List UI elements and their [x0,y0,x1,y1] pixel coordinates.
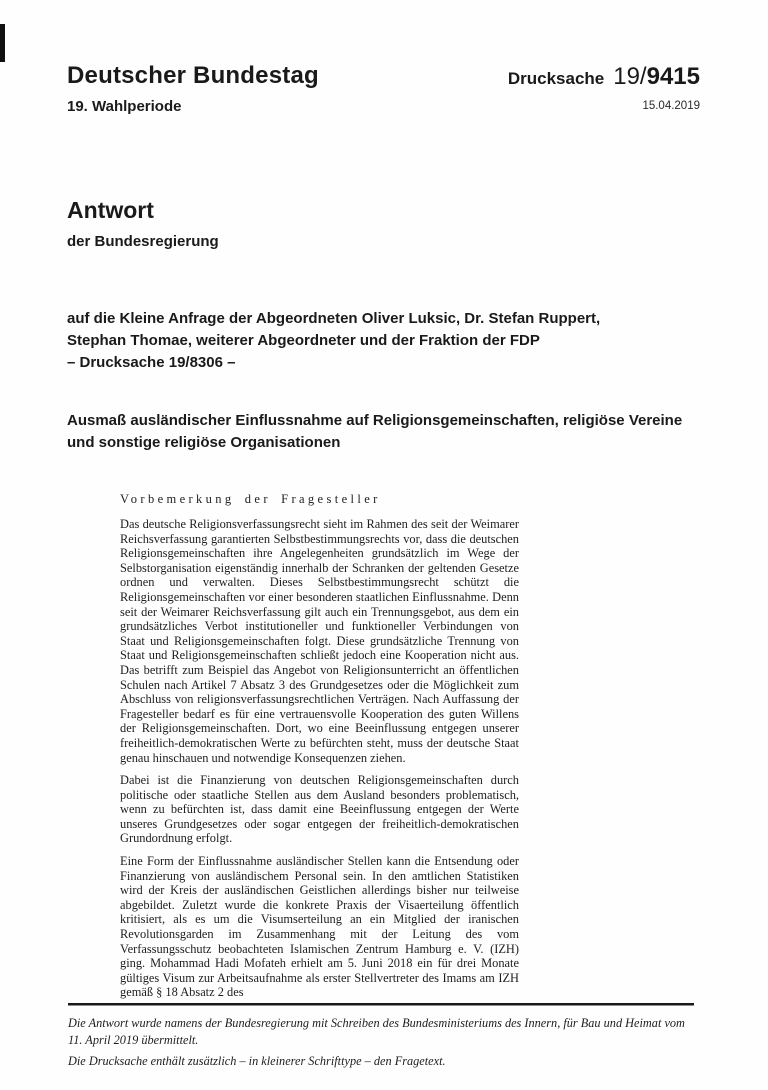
footer-divider [68,1003,694,1006]
scan-artifact-mark [0,24,5,62]
footer-note: Die Antwort wurde namens der Bundesregierung mit Schreiben des Bundesministeriums des Innern, für Bau und Heimat vom 11. April 2019 übermittelt. [68,1016,685,1047]
document-number-prefix: 19/ [613,63,647,90]
masthead-right [508,63,700,112]
drucksache-line [508,63,700,91]
institution-title: Deutscher Bundestag [67,62,319,89]
body-paragraph: Das deutsche Religionsverfassungsrecht sieht im Rahmen des seit der Weimarer Reichsverfassung garantierten Selbstbestimmungsrechts vor, dass die deutschen Religionsgemeinschaften ihre Angelegenheiten grundsätzlich im Wege der Selbstorganisation eigenständig innerhalb der Schranken der geltenden Gesetze ordnen und verwalten. Dieses Selbstbestimmungsrecht schützt die Religionsgemeinschaften vor einer besonderen staatlichen Einflussnahme. Denn seit der Weimarer Reichsverfassung gilt auch ein Trennungsgebot, aus dem ein grundsätzliches Verbot institutioneller und funktioneller Verbindungen von Staat und Religionsgemeinschaften folgt. Diese grundsätzliche Trennung von Staat und Religionsgemeinschaften schließt jedoch eine Kooperation nicht aus. Das betrifft zum Beispiel das Angebot von Religionsunterricht an öffentlichen Schulen nach Artikel 7 Absatz 3 des Grundgesetzes oder die Möglichkeit zum Abschluss von religionsverfassungsrechtlichen Verträgen. Nach Auffassung der Fragesteller bedarf es für eine vertrauensvolle Kooperation des guten Willens der Religionsgemeinschaften. Dort, wo eine Beeinflussung entgegen unserer freiheitlich-demokratischen Werte zu befürchten steht, muss der deutsche Staat genau hinschauen und notwendige Konsequenzen ziehen. [120,517,519,765]
drucksache-label: Drucksache [507,69,605,88]
document-number [613,63,700,91]
request-reference [67,308,707,374]
document-number-main: 9415 [646,63,700,90]
section-heading: Vorbemerkung der Fragesteller [120,492,381,506]
request-line: – Drucksache 19/8306 – [67,354,236,371]
document-date: 15.04.2019 [642,100,700,112]
body-paragraph: Dabei ist die Finanzierung von deutschen Religionsgemeinschaften durch politische oder staatliche Stellen aus dem Ausland besonders problematisch, wenn zu befürchten ist, dass damit eine Beeinflussung entgegen der Werte unseres Grundgesetzes oder sogar entgegen der freiheitlich-demokratischen Grundordnung erfolgt. [120,773,519,846]
body-paragraph: Eine Form der Einflussnahme ausländischer Stellen kann die Entsendung oder Finanzierung von ausländischem Personal sein. In den amtlichen Statistiken wird der Kreis der ausländischen Geistlichen allerdings bisher nur teilweise abgebildet. Zuletzt wurde die konkrete Praxis der Visaerteilung öffentlich kritisiert, als es um die Visumserteilung an ein Mitglied der iranischen Revolutionsgarden im Zusammenhang mit der Leitung des vom Verfassungsschutz beobachteten Islamischen Zentrum Hamburg e. V. (IZH) ging. Mohammad Hadi Mofateh erhielt am 5. Juni 2018 ein für drei Monate gültiges Visum zur Arbeitsaufnahme als erster Stellvertreter des Imams am IZH gemäß § 18 Absatz 2 des [120,854,519,1000]
response-issuer: der Bundesregierung [67,233,219,250]
request-line: Stephan Thomae, weiterer Abgeordneter und der Fraktion der FDP [67,332,540,349]
response-type: Antwort [67,197,154,223]
document-footer [68,1003,694,1075]
response-header [67,199,219,250]
document-body [120,492,519,1008]
legislative-period: 19. Wahlperiode [67,98,182,116]
footer-note: Die Drucksache enthält zusätzlich – in kleinerer Schrifttype – den Fragetext. [68,1054,446,1068]
masthead [67,63,700,115]
masthead-left [67,63,319,115]
subject-title: Ausmaß ausländischer Einflussnahme auf Religionsgemeinschaften, religiöse Vereine und sonstige religiöse Organisationen [67,412,683,451]
request-line: auf die Kleine Anfrage der Abgeordneten Oliver Luksic, Dr. Stefan Ruppert, [67,310,601,327]
